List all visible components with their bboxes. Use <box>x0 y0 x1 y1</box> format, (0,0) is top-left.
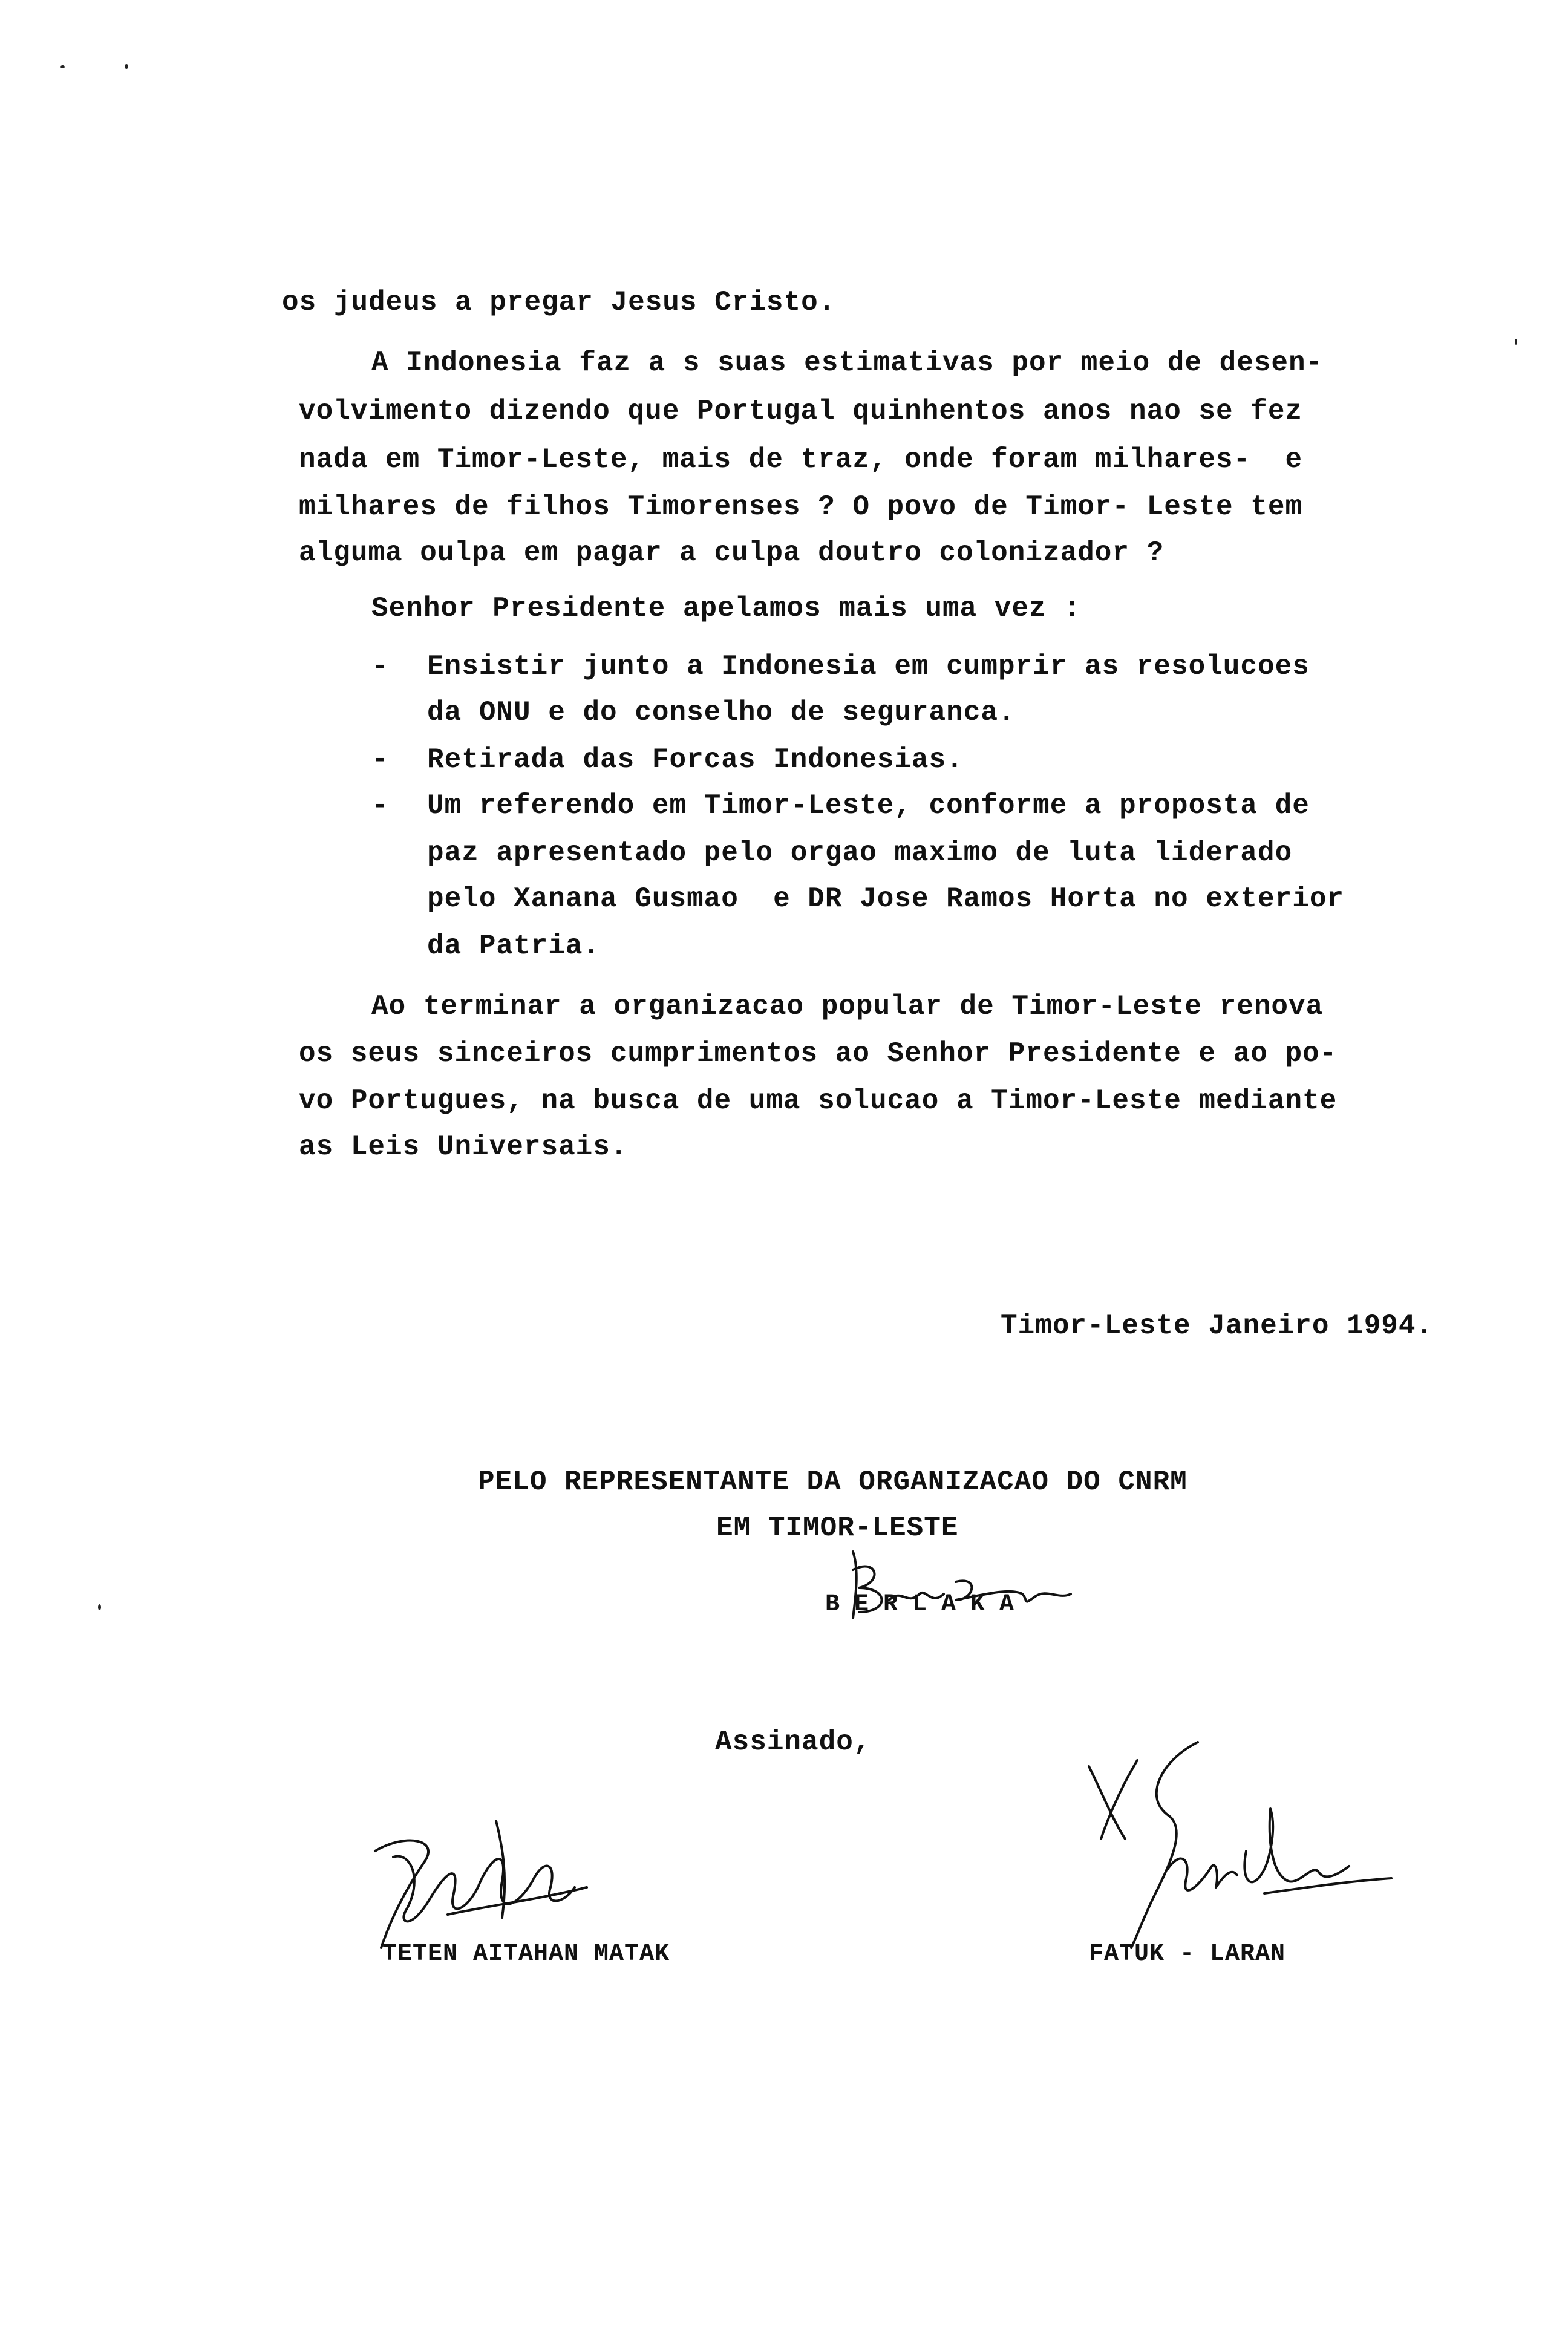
signatory-right-name: FATUK - LARAN <box>1089 1941 1286 1968</box>
bullet-line: Ensistir junto a Indonesia em cumprir as resolucoes <box>427 651 1310 682</box>
bullet-marker: - <box>371 790 388 821</box>
body-line: A Indonesia faz a s suas estimativas por meio de desen- <box>371 347 1324 379</box>
body-line: os judeus a pregar Jesus Cristo. <box>282 287 836 318</box>
bullet-line: paz apresentado pelo orgao maximo de luta liderado <box>427 837 1293 869</box>
body-line: os seus sinceiros cumprimentos ao Senhor Presidente e ao po- <box>299 1038 1338 1069</box>
body-line: as Leis Universais. <box>299 1131 628 1163</box>
bullet-marker: - <box>371 744 388 775</box>
body-line: Senhor Presidente apelamos mais uma vez : <box>371 593 1081 624</box>
bullet-line: Retirada das Forcas Indonesias. <box>427 744 964 775</box>
signatory-left-name: TETEN AITAHAN MATAK <box>382 1941 670 1968</box>
scan-speck <box>60 65 65 68</box>
scan-speck <box>125 64 128 69</box>
representative-line: PELO REPRESENTANTE DA ORGANIZACAO DO CNRM <box>478 1466 1187 1498</box>
body-line: alguma oulpa em pagar a culpa doutro colonizador ? <box>299 537 1165 569</box>
body-line: Ao terminar a organizacao popular de Timor-Leste renova <box>371 991 1324 1022</box>
bullet-line: da ONU e do conselho de seguranca. <box>427 697 1016 728</box>
representative-line: EM TIMOR-LESTE <box>716 1512 959 1544</box>
bullet-line: da Patria. <box>427 930 601 962</box>
scan-speck <box>1515 339 1517 345</box>
signed-label: Assinado, <box>715 1726 871 1758</box>
bullet-line: pelo Xanana Gusmao e DR Jose Ramos Horta no exterior <box>427 883 1345 915</box>
bullet-line: Um referendo em Timor-Leste, conforme a proposta de <box>427 790 1310 821</box>
signature-right <box>1065 1736 1403 1954</box>
body-line: milhares de filhos Timorenses ? O povo de Timor- Leste tem <box>299 491 1303 523</box>
signatory-bottom-name: BERLAKA <box>825 1591 1029 1618</box>
body-line: nada em Timor-Leste, mais de traz, onde foram milhares- e <box>299 444 1303 475</box>
body-line: volvimento dizendo que Portugal quinhentos anos nao se fez <box>299 396 1303 427</box>
date-line: Timor-Leste Janeiro 1994. <box>1001 1310 1434 1342</box>
scan-speck <box>98 1604 101 1610</box>
bullet-marker: - <box>371 651 388 682</box>
body-line: vo Portugues, na busca de uma solucao a Timor-Leste mediante <box>299 1085 1338 1117</box>
